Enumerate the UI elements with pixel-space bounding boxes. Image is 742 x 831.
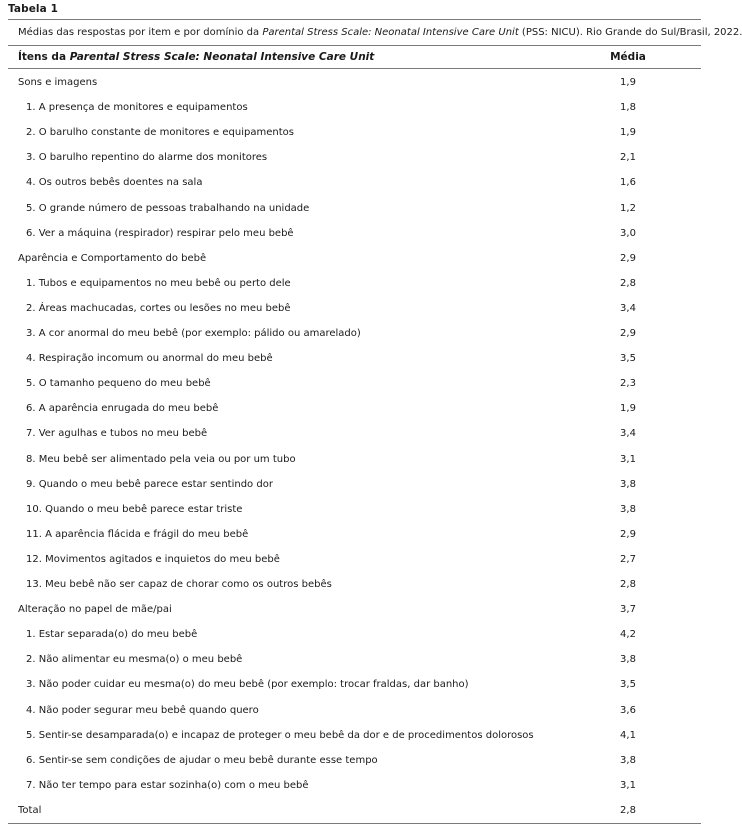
domain-label: Total xyxy=(18,804,42,816)
table-row xyxy=(8,295,701,320)
table-row xyxy=(8,772,701,797)
table-row xyxy=(8,546,701,571)
table-row xyxy=(8,471,701,496)
item-label: 6. Ver a máquina (respirador) respirar pelo meu bebê xyxy=(26,227,294,239)
item-label: 6. A aparência enrugada do meu bebê xyxy=(26,403,219,415)
mean-value: 2,9 xyxy=(620,528,636,540)
table-caption-box xyxy=(8,19,742,46)
table-row xyxy=(8,119,701,144)
domain-label: Sons e imagens xyxy=(18,77,98,88)
table-row xyxy=(8,270,701,295)
mean-value: 3,8 xyxy=(620,754,636,766)
header-items-prefix: Ítens da xyxy=(18,51,70,63)
item-label: 3. A cor anormal do meu bebê (por exemplo: pálido ou amarelado) xyxy=(26,328,361,339)
mean-value: 2,8 xyxy=(620,804,636,816)
item-label: 5. O tamanho pequeno do meu bebê xyxy=(26,378,211,390)
mean-value: 2,3 xyxy=(620,378,636,390)
table-header-row xyxy=(8,46,701,69)
mean-value: 1,9 xyxy=(620,127,636,139)
table-bottom-rule xyxy=(8,823,701,824)
header-items-scale-name: Parental Stress Scale: Neonatal Intensive Care Unit xyxy=(69,51,375,63)
domain-row xyxy=(8,245,701,270)
table-row xyxy=(8,621,701,646)
mean-value: 2,9 xyxy=(620,252,636,264)
domain-row xyxy=(8,797,701,822)
item-label: 11. A aparência flácida e frágil do meu bebê xyxy=(26,528,249,540)
domain-label: Alteração no papel de mãe/pai xyxy=(18,604,172,616)
item-label: 8. Meu bebê ser alimentado pela veia ou por um tubo xyxy=(26,453,296,465)
item-label: 3. Não poder cuidar eu mesma(o) do meu bebê (por exemplo: trocar fraldas, dar banho) xyxy=(26,679,469,691)
table-row xyxy=(8,496,701,521)
item-label: 5. O grande número de pessoas trabalhando na unidade xyxy=(26,202,310,214)
mean-value: 2,7 xyxy=(620,553,636,565)
caption-text: Médias das respostas por item e por domínio da xyxy=(18,27,263,38)
item-label: 3. O barulho repentino do alarme dos monitores xyxy=(26,152,268,164)
mean-value: 3,4 xyxy=(620,428,636,440)
item-label: 7. Não ter tempo para estar sozinha(o) com o meu bebê xyxy=(26,779,309,791)
domain-label: Aparência e Comportamento do bebê xyxy=(18,252,207,264)
mean-value: 3,5 xyxy=(620,353,636,365)
mean-value: 3,1 xyxy=(620,779,636,791)
item-label: 6. Sentir-se sem condições de ajudar o meu bebê durante esse tempo xyxy=(26,754,378,766)
item-label: 7. Ver agulhas e tubos no meu bebê xyxy=(26,428,208,440)
table-row xyxy=(8,370,701,395)
table-row xyxy=(8,320,701,345)
mean-value: 3,8 xyxy=(620,654,636,666)
header-mean: Média xyxy=(610,51,646,63)
table-label: Tabela 1 xyxy=(8,3,58,15)
table-row xyxy=(8,446,701,471)
mean-value: 1,8 xyxy=(620,102,636,114)
table-row xyxy=(8,646,701,671)
mean-value: 2,9 xyxy=(620,328,636,339)
domain-row xyxy=(8,69,701,94)
table-row xyxy=(8,169,701,194)
table-caption xyxy=(18,27,742,38)
item-label: 2. Áreas machucadas, cortes ou lesões no meu bebê xyxy=(26,302,291,314)
item-label: 12. Movimentos agitados e inquietos do meu bebê xyxy=(26,553,280,565)
item-label: 13. Meu bebê não ser capaz de chorar como os outros bebês xyxy=(26,579,332,590)
table-row xyxy=(8,395,701,420)
table-row xyxy=(8,671,701,696)
header-items xyxy=(18,51,374,63)
item-label: 5. Sentir-se desamparada(o) e incapaz de proteger o meu bebê da dor e de procedimentos dolorosos xyxy=(26,729,534,741)
mean-value: 1,2 xyxy=(620,202,636,214)
caption-scale-name: Parental Stress Scale: Neonatal Intensive Care Unit xyxy=(262,27,519,38)
table-row xyxy=(8,571,701,596)
mean-value: 4,1 xyxy=(620,729,636,741)
mean-value: 2,8 xyxy=(620,277,636,289)
mean-value: 1,9 xyxy=(620,77,636,88)
item-label: 2. O barulho constante de monitores e equipamentos xyxy=(26,127,294,139)
table-row xyxy=(8,345,701,370)
table-row xyxy=(8,195,701,220)
mean-value: 3,0 xyxy=(620,227,636,239)
item-label: 2. Não alimentar eu mesma(o) o meu bebê xyxy=(26,654,243,666)
item-label: 9. Quando o meu bebê parece estar sentindo dor xyxy=(26,478,273,490)
caption-text-end: (PSS: NICU). Rio Grande do Sul/Brasil, 2022. xyxy=(518,27,742,38)
item-label: 4. Os outros bebês doentes na sala xyxy=(26,177,203,189)
table-row xyxy=(8,144,701,169)
mean-value: 1,9 xyxy=(620,403,636,415)
table-row xyxy=(8,697,701,722)
mean-value: 3,7 xyxy=(620,604,636,616)
mean-value: 3,8 xyxy=(620,503,636,515)
mean-value: 4,2 xyxy=(620,629,636,641)
table-row xyxy=(8,420,701,445)
mean-value: 3,8 xyxy=(620,478,636,490)
item-label: 4. Respiração incomum ou anormal do meu bebê xyxy=(26,353,273,365)
item-label: 10. Quando o meu bebê parece estar triste xyxy=(26,503,243,515)
mean-value: 3,5 xyxy=(620,679,636,691)
domain-row xyxy=(8,596,701,621)
item-label: 1. Estar separada(o) do meu bebê xyxy=(26,629,198,641)
item-label: 1. A presença de monitores e equipamentos xyxy=(26,102,248,114)
table-row xyxy=(8,94,701,119)
mean-value: 1,6 xyxy=(620,177,636,189)
table-row xyxy=(8,521,701,546)
mean-value: 3,4 xyxy=(620,302,636,314)
table-row xyxy=(8,722,701,747)
table-row xyxy=(8,747,701,772)
mean-value: 3,1 xyxy=(620,453,636,465)
mean-value: 3,6 xyxy=(620,704,636,716)
table-row xyxy=(8,220,701,245)
item-label: 4. Não poder segurar meu bebê quando quero xyxy=(26,704,259,716)
mean-value: 2,1 xyxy=(620,152,636,164)
mean-value: 2,8 xyxy=(620,579,636,590)
item-label: 1. Tubos e equipamentos no meu bebê ou perto dele xyxy=(26,277,291,289)
